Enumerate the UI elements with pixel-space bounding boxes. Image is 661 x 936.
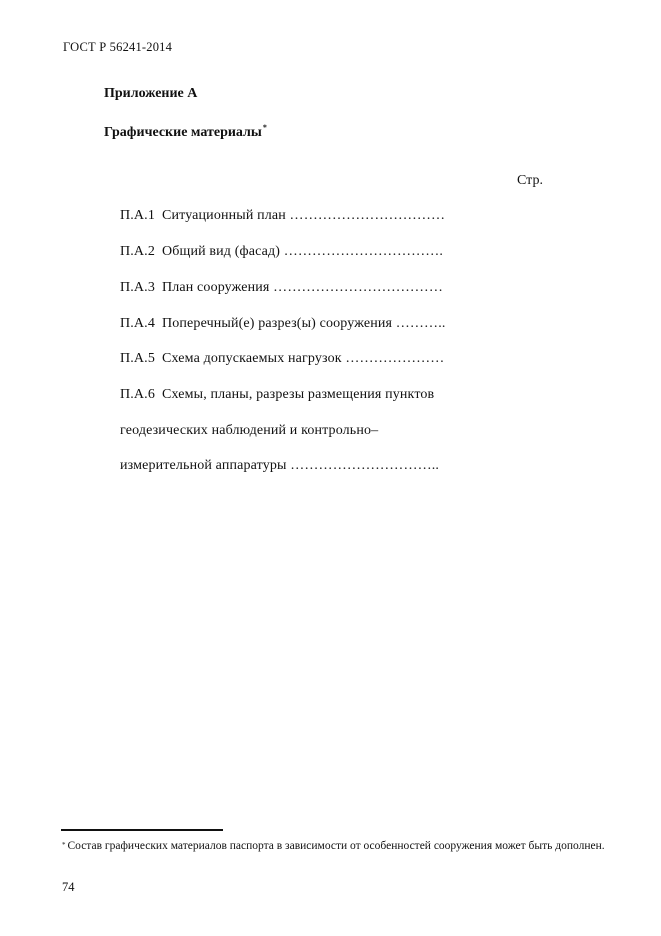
toc-item-text: Схема допускаемых нагрузок ………………… <box>162 351 445 366</box>
toc-item <box>120 351 444 367</box>
footnote <box>62 838 622 855</box>
footnote-mark: * <box>62 841 66 849</box>
toc-item-text: Поперечный(е) разрез(ы) сооружения ……….. <box>162 316 446 331</box>
page-number: 74 <box>62 880 75 894</box>
footnote-text: Состав графических материалов паспорта в зависимости от особенностей сооружения может быть дополнен. <box>67 840 605 852</box>
toc-item-text: План сооружения ……………………………… <box>162 280 443 295</box>
toc-item-code: П.А.4 <box>120 316 155 331</box>
toc-item-code: П.А.3 <box>120 280 155 295</box>
toc-item <box>120 280 443 296</box>
toc-item-text: Схемы, планы, разрезы размещения пунктов <box>162 387 435 402</box>
toc-item-code: П.А.2 <box>120 244 155 259</box>
toc-continuation-line: измерительной аппаратуры ………………………….. <box>120 458 440 473</box>
annex-subtitle-text: Графические материалы <box>104 125 262 140</box>
page-column-label: Стр. <box>517 173 543 188</box>
toc-item <box>120 244 443 260</box>
toc-item <box>120 387 434 403</box>
toc-item-code: П.А.6 <box>120 387 155 402</box>
toc-item-text: Общий вид (фасад) ……………………………. <box>162 244 444 259</box>
toc-item-code: П.А.1 <box>120 208 155 223</box>
annex-subtitle <box>104 125 267 141</box>
toc-item <box>120 208 445 224</box>
footnote-divider <box>61 829 223 831</box>
toc-item-code: П.А.5 <box>120 351 155 366</box>
footnote-reference-mark: * <box>262 123 267 132</box>
annex-title: Приложение А <box>104 86 198 101</box>
toc-item <box>120 316 446 332</box>
toc-continuation-line: геодезических наблюдений и контрольно– <box>120 423 379 438</box>
document-header: ГОСТ Р 56241-2014 <box>63 40 173 54</box>
toc-item-text: Ситуационный план …………………………… <box>162 208 446 223</box>
